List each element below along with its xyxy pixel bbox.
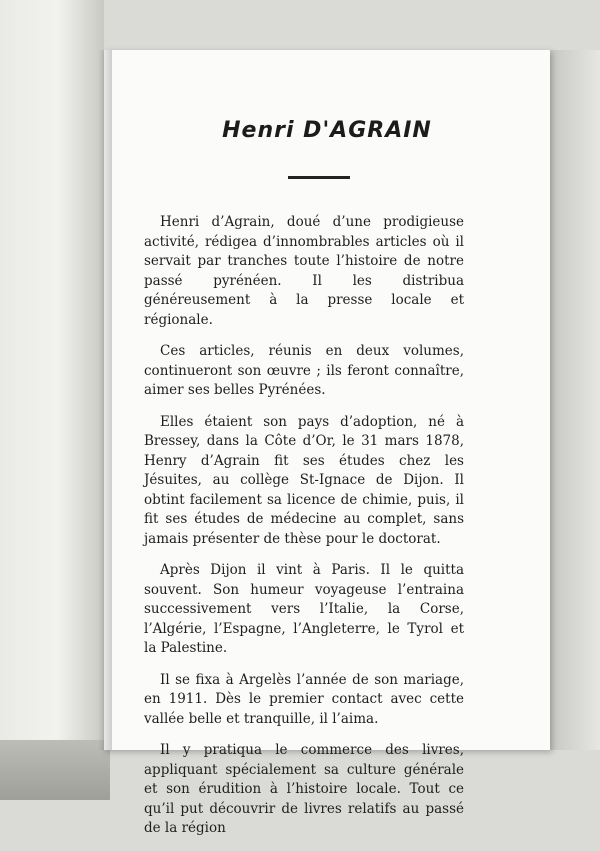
paragraph: Après Dijon il vint à Paris. Il le quitta souvent. Son humeur voyageuse l’entraina successivement vers l’Italie, la Corse, l’Algérie, l’Espagne, l’Angleterre, le Tyrol et la Palestine. bbox=[144, 562, 464, 656]
paragraph: Il y pratiqua le commerce des livres, appliquant spécialement sa culture générale et son érudition à l’histoire locale. Tout ce qu’il put découvrir de livres relatifs au passé de la région bbox=[144, 742, 464, 836]
table-surface bbox=[0, 740, 110, 800]
book-edge bbox=[550, 50, 600, 750]
gutter-shadow bbox=[98, 50, 112, 750]
paragraph: Elles étaient son pays d’adoption, né à Bressey, dans la Côte d’Or, le 31 mars 1878, Henry d’Agrain fit ses études chez les Jésuites, au collège St-Ignace de Dijon. Il obtint facilement sa licence de chimie, puis, il fit ses études de médecine au complet, sans jamais présenter de thèse pour le doctorat. bbox=[144, 413, 464, 547]
title-rule bbox=[288, 176, 350, 179]
left-page bbox=[0, 0, 104, 800]
paragraph: Henri d’Agrain, doué d’une prodigieuse activité, rédigea d’innombrables articles où il servait par tranches toute l’histoire de notre passé pyrénéen. Il les distribua généreusement à la presse locale et régionale. bbox=[144, 214, 464, 328]
body-text bbox=[144, 213, 464, 851]
paragraph: Il se fixa à Argelès l’année de son mariage, en 1911. Dès le premier contact avec cette vallée belle et tranquille, il l’aima. bbox=[144, 671, 464, 727]
paragraph: Ces articles, réunis en deux volumes, continueront son œuvre ; ils feront connaître, aimer ses belles Pyrénées. bbox=[144, 343, 464, 398]
page-title: Henri D'AGRAIN bbox=[222, 118, 432, 143]
